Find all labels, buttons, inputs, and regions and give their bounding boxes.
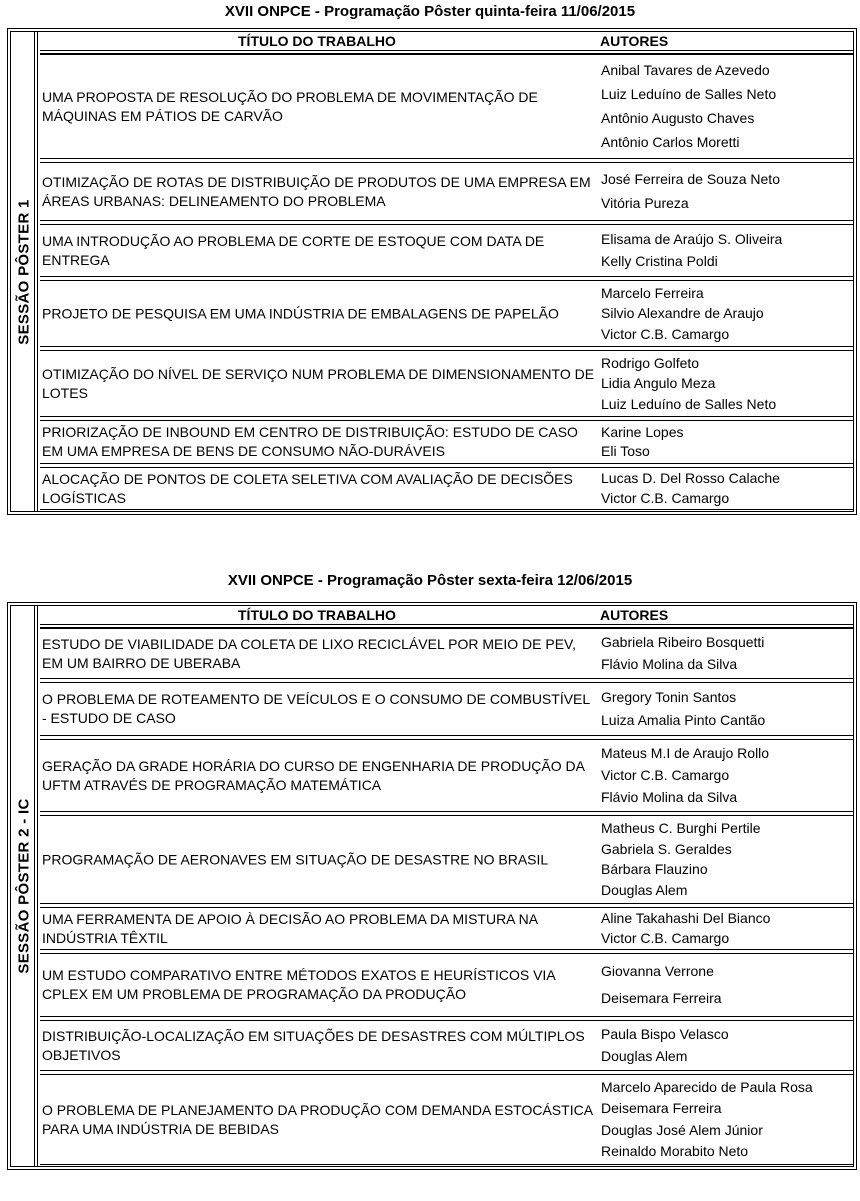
work-title: O PROBLEMA DE PLANEJAMENTO DA PRODUÇÃO COM DEMANDA ESTOCÁSTICA PARA UMA INDÚSTRIA DE BEBIDAS <box>42 1101 593 1137</box>
table-row <box>40 224 853 277</box>
author: Rodrigo Golfeto <box>601 354 700 371</box>
author: Karine Lopes <box>601 423 684 440</box>
author: Vitória Pureza <box>601 195 689 212</box>
author: Flávio Molina da Silva <box>601 789 738 805</box>
schedule-table-day-1 <box>7 28 857 515</box>
table-row <box>40 280 853 347</box>
table-row <box>40 907 853 950</box>
title-column-header: TÍTULO DO TRABALHO <box>238 33 396 49</box>
authors-column-header: AUTORES <box>600 607 669 623</box>
table-row <box>40 1020 853 1071</box>
author-list <box>601 225 853 276</box>
work-title: OTIMIZAÇÃO DE ROTAS DE DISTRIBUIÇÃO DE PRODUTOS DE UMA EMPRESA EM ÁREAS URBANAS: DELINEAMENTO DO PROBLEMA <box>42 173 591 209</box>
table-row <box>40 739 853 812</box>
schedule-table-day-2 <box>7 602 857 1170</box>
author: Anibal Tavares de Azevedo <box>601 62 770 78</box>
author-list <box>601 55 853 158</box>
author: Deisemara Ferreira <box>601 989 722 1006</box>
author: Gregory Tonin Santos <box>601 689 737 705</box>
author-list <box>601 1075 853 1164</box>
author-list <box>601 740 853 811</box>
author: Bárbara Flauzino <box>601 861 708 878</box>
author: Silvio Alexandre de Araujo <box>601 305 764 321</box>
work-title: PRIORIZAÇÃO DE INBOUND EM CENTRO DE DISTRIBUIÇÃO: ESTUDO DE CASO EM UMA EMPRESA DE BENS DE CONSUMO NÃO-DURÁVEIS <box>42 424 578 459</box>
author-list <box>601 816 853 903</box>
work-title: PROJETO DE PESQUISA EM UMA INDÚSTRIA DE EMBALAGENS DE PAPELÃO <box>42 305 559 321</box>
author: Victor C.B. Camargo <box>601 325 730 342</box>
author: Aline Takahashi Del Bianco <box>601 910 771 927</box>
title-column-header: TÍTULO DO TRABALHO <box>238 607 396 623</box>
table-row <box>40 420 853 464</box>
author: Gabriela Ribeiro Bosquetti <box>601 634 765 650</box>
work-title: PROGRAMAÇÃO DE AERONAVES EM SITUAÇÃO DE DESASTRE NO BRASIL <box>42 851 549 867</box>
author: Gabriela S. Geraldes <box>601 840 732 857</box>
table-row <box>40 953 853 1017</box>
table-row <box>40 1074 853 1165</box>
author: Giovanna Verrone <box>601 963 714 980</box>
author-list <box>601 163 853 220</box>
session-label: SESSÃO PÔSTER 1 <box>15 198 33 345</box>
author: Victor C.B. Camargo <box>601 489 730 506</box>
work-title: ESTUDO DE VIABILIDADE DA COLETA DE LIXO RECICLÁVEL POR MEIO DE PEV, EM UM BAIRRO DE UBERABA <box>42 635 576 671</box>
author: Luiz Leduíno de Salles Neto <box>601 86 777 102</box>
table-header <box>40 32 853 51</box>
session-column <box>11 606 38 1166</box>
work-title: DISTRIBUIÇÃO-LOCALIZAÇÃO EM SITUAÇÕES DE DESASTRES COM MÚLTIPLOS OBJETIVOS <box>42 1027 585 1063</box>
day-2-title: XVII ONPCE - Programação Pôster sexta-feira 12/06/2015 <box>227 572 633 589</box>
work-title: OTIMIZAÇÃO DO NÍVEL DE SERVIÇO NUM PROBLEMA DE DIMENSIONAMENTO DE LOTES <box>42 365 595 401</box>
author: Luiza Amalia Pinto Cantão <box>601 712 766 728</box>
author: Marcelo Aparecido de Paula Rosa <box>601 1079 813 1096</box>
author: José Ferreira de Souza Neto <box>601 170 780 187</box>
table-row <box>40 54 853 159</box>
author: Lidia Angulo Meza <box>601 375 716 391</box>
author: Antônio Carlos Moretti <box>601 134 740 150</box>
author: Matheus C. Burghi Pertile <box>601 819 761 836</box>
session-label: SESSÃO PÔSTER 2 - IC <box>15 798 33 974</box>
session-column <box>11 32 38 511</box>
author: Elisama de Araújo S. Oliveira <box>601 230 783 247</box>
author: Douglas Alem <box>601 882 688 899</box>
author-list <box>601 954 853 1016</box>
table-row <box>40 682 853 736</box>
author-list <box>601 683 853 735</box>
author: Douglas José Alem Júnior <box>601 1121 763 1138</box>
work-title: UMA FERRAMENTA DE APOIO À DECISÃO AO PROBLEMA DA MISTURA NA INDÚSTRIA TÊXTIL <box>42 910 538 946</box>
author: Marcelo Ferreira <box>601 284 704 301</box>
author: Victor C.B. Camargo <box>601 929 730 946</box>
work-title: UM ESTUDO COMPARATIVO ENTRE MÉTODOS EXATOS E HEURÍSTICOS VIA CPLEX EM UM PROBLEMA DE PROGRAMAÇÃO DA PRODUÇÃO <box>42 967 555 1002</box>
author-list <box>601 468 853 509</box>
author: Luiz Leduíno de Salles Neto <box>601 395 777 412</box>
author-list <box>601 1021 853 1070</box>
table-row <box>40 467 853 510</box>
author: Flávio Molina da Silva <box>601 656 738 672</box>
author: Paula Bispo Velasco <box>601 1026 729 1042</box>
author-list <box>601 351 853 416</box>
day-1-title: XVII ONPCE - Programação Pôster quinta-feira 11/06/2015 <box>224 3 636 20</box>
author-list <box>601 908 853 949</box>
author: Eli Toso <box>601 443 650 460</box>
work-title: UMA INTRODUÇÃO AO PROBLEMA DE CORTE DE ESTOQUE COM DATA DE ENTREGA <box>42 232 545 268</box>
work-title: ALOCAÇÃO DE PONTOS DE COLETA SELETIVA COM AVALIAÇÃO DE DECISÕES LOGÍSTICAS <box>42 470 573 506</box>
author: Douglas Alem <box>601 1048 688 1064</box>
author-list <box>601 281 853 346</box>
table-header <box>40 606 853 625</box>
author: Victor C.B. Camargo <box>601 767 730 783</box>
author-list <box>601 629 853 678</box>
work-title: O PROBLEMA DE ROTEAMENTO DE VEÍCULOS E O CONSUMO DE COMBUSTÍVEL - ESTUDO DE CASO <box>42 691 590 726</box>
table-row <box>40 350 853 417</box>
work-title: GERAÇÃO DA GRADE HORÁRIA DO CURSO DE ENGENHARIA DE PRODUÇÃO DA UFTM ATRAVÉS DE PROGRAMAÇÃO MATEMÁTICA <box>42 757 585 793</box>
author: Mateus M.I de Araujo Rollo <box>601 745 770 761</box>
author: Antônio Augusto Chaves <box>601 110 755 126</box>
author: Deisemara Ferreira <box>601 1100 722 1117</box>
table-row <box>40 815 853 904</box>
table-row <box>40 628 853 679</box>
author: Reinaldo Morabito Neto <box>601 1142 749 1159</box>
author: Kelly Cristina Poldi <box>601 253 718 270</box>
work-title: UMA PROPOSTA DE RESOLUÇÃO DO PROBLEMA DE MOVIMENTAÇÃO DE MÁQUINAS EM PÁTIOS DE CARVÃO <box>42 88 538 124</box>
author-list <box>601 421 853 463</box>
author: Lucas D. Del Rosso Calache <box>601 470 780 487</box>
table-row <box>40 162 853 221</box>
authors-column-header: AUTORES <box>600 33 669 49</box>
